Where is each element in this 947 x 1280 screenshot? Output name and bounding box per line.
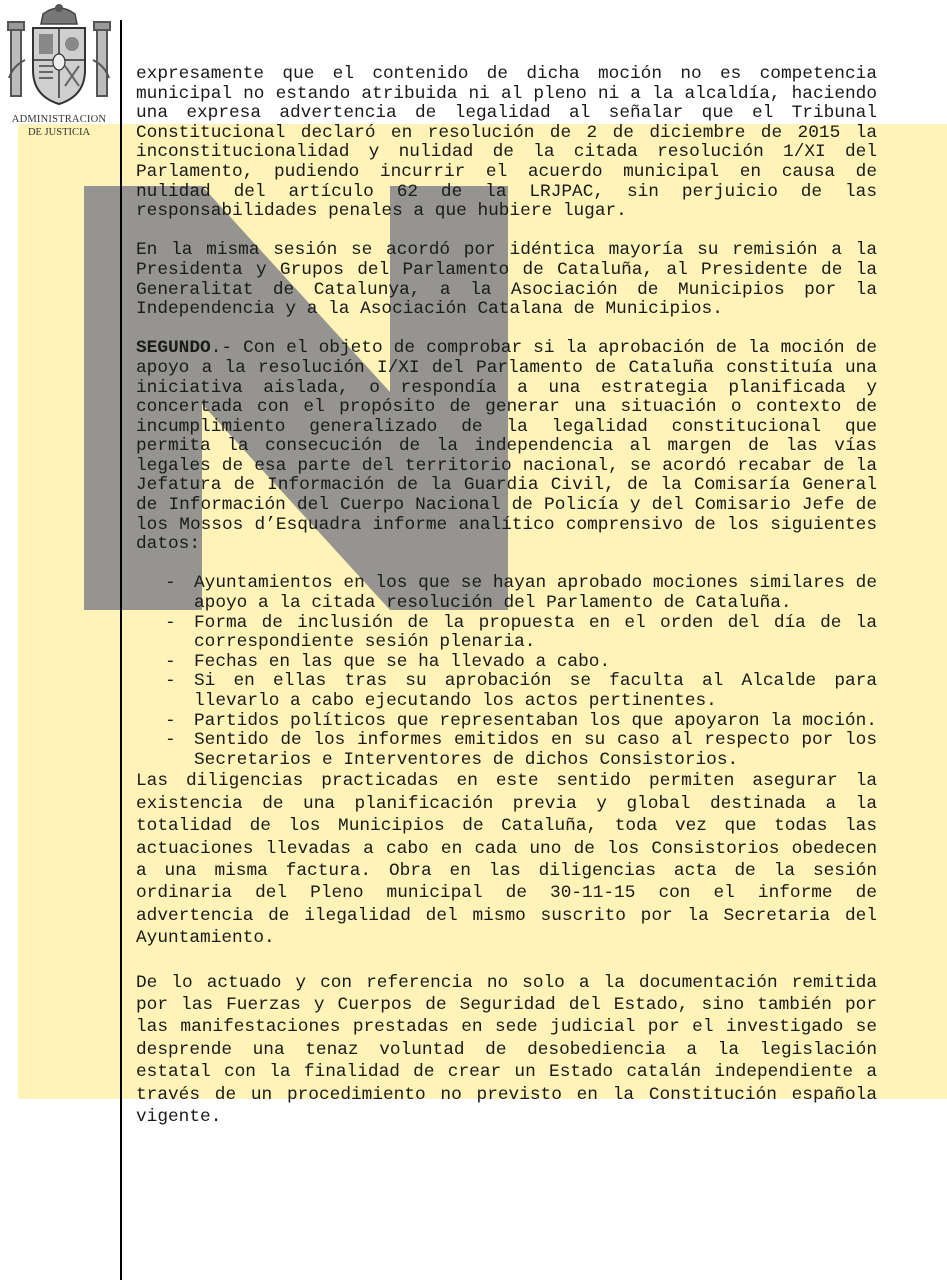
section-heading-segundo: SEGUNDO	[136, 338, 211, 359]
list-item-text: Si en ellas tras su aprobación se faculta al Alcalde para llevarlo a cabo ejecutando los actos pertinentes.	[194, 671, 877, 711]
document-body	[136, 65, 877, 1128]
list-item	[136, 574, 877, 613]
paragraph-conclusion: De lo actuado y con referencia no solo a la documentación remitida por las Fuerzas y Cuerpos de Seguridad del Estado, sino también por las manifestaciones prestadas en sede judicial por el investigado se desprende una tenaz voluntad de desobediencia a la legislación estatal con la finalidad de crear un Estado catalán independiente a través de un procedimiento no previsto en la Constitución española vigente.	[136, 972, 877, 1128]
requested-data-list	[136, 574, 877, 770]
list-dash: -	[165, 730, 176, 751]
list-item-text: Partidos políticos que representaban los que apoyaron la moción.	[194, 710, 877, 731]
paragraph-diligencias: Las diligencias practicadas en este sentido permiten asegurar la existencia de una planificación previa y global destinada a la totalidad de los Municipios de Cataluña, toda vez que todas las actuaciones llevadas a cabo en cada uno de los Consistorios obedecen a una misma factura. Obra en las diligencias acta de la sesión ordinaria del Pleno municipal de 30-11-15 con el informe de advertencia de ilegalidad del mismo suscrito por la Secretaria del Ayuntamiento.	[136, 771, 877, 949]
spain-coat-of-arms-icon	[3, 0, 115, 112]
list-item-text: Fechas en las que se ha llevado a cabo.	[194, 651, 611, 672]
margin-rule	[120, 20, 122, 1280]
list-item-text: Ayuntamientos en los que se hayan aprobado mociones similares de apoyo a la citada resolución del Parlamento de Cataluña.	[194, 573, 877, 614]
section-heading-separator: .-	[210, 338, 244, 359]
list-item	[136, 712, 877, 732]
list-dash: -	[165, 651, 176, 672]
paragraph-segundo-text: Con el objeto de comprobar si la aprobación de la moción de apoyo a la resolución I/XI del Parlamento de Cataluña constituía una iniciativa aislada, o respondía a una estrategia planificada y concertada con el propósito de generar una situación o contexto de incumplimiento generalizado de la legalidad constitucional que permita la consecución de la independencia al margen de las vías legales de esa parte del territorio nacional, se acordó recabar de la Jefatura de Información de la Guardia Civil, de la Comisaría General de Información del Cuerpo Nacional de Policía y del Comisario Jefe de los Mossos d’Esquadra informe analítico comprensivo de los siguientes datos:	[136, 338, 877, 555]
paragraph-1: expresamente que el contenido de dicha moción no es competencia municipal no estando atribuida ni al pleno ni a la alcaldía, haciendo una expresa advertencia de legalidad al señalar que el Tribunal Constitucional declaró en resolución de 2 de diciembre de 2015 la inconstitucionalidad y nulidad de la citada resolución 1/XI del Parlamento, pudiendo incurrir el acuerdo municipal en causa de nulidad del artículo 62 de la LRJPAC, sin perjuicio de las responsabilidades penales a que hubiere lugar.	[136, 64, 877, 222]
org-name-line-1: ADMINISTRACION	[11, 114, 107, 125]
list-item	[136, 653, 877, 673]
list-item-text: Forma de inclusión de la propuesta en el orden del día de la correspondiente sesión plenaria.	[194, 612, 877, 653]
paragraph-2: En la misma sesión se acordó por idéntica mayoría su remisión a la Presidenta y Grupos del Parlamento de Cataluña, al Presidente de la Generalitat de Catalunya, a la Asociación de Municipios por la Independencia y a la Asociación Catalana de Municipios.	[136, 240, 877, 320]
list-dash: -	[165, 671, 176, 692]
list-dash: -	[165, 573, 176, 594]
list-item	[136, 672, 877, 711]
list-dash: -	[165, 612, 176, 633]
list-item	[136, 731, 877, 770]
org-name-line-2: DE JUSTICIA	[27, 127, 91, 138]
coat-of-arms-emblem	[0, 0, 118, 140]
list-dash: -	[165, 710, 176, 731]
list-item-text: Sentido de los informes emitidos en su caso al respecto por los Secretarios e Interventores de dichos Consistorios.	[194, 730, 877, 770]
list-item	[136, 614, 877, 653]
paragraph-segundo	[136, 339, 877, 555]
